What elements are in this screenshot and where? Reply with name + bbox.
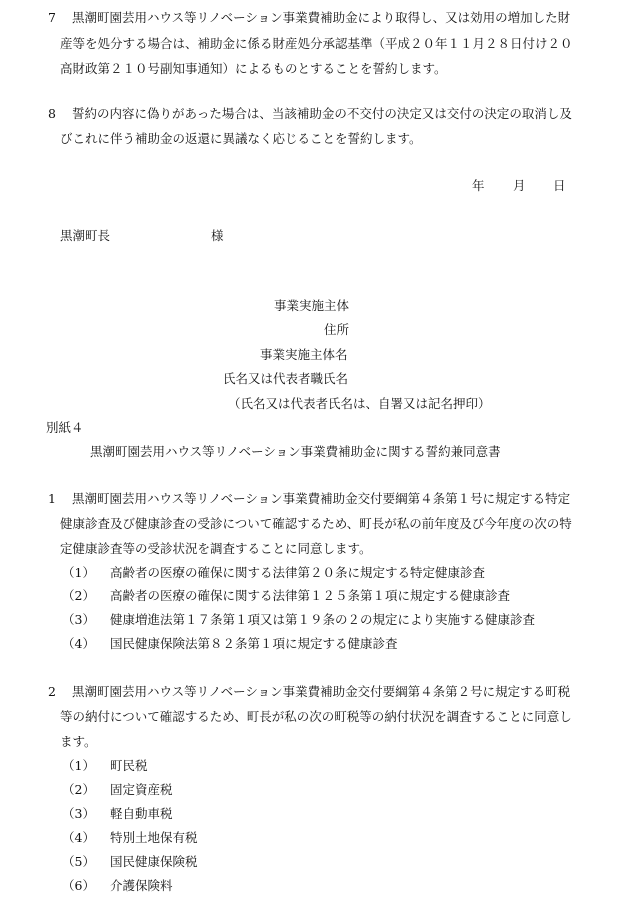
item7-number: 7 (48, 10, 56, 25)
section1-item-2-text: 高齢者の医療の確保に関する法律第１２５条第１項に規定する健康診査 (110, 588, 511, 603)
signer-address: 住所 (324, 322, 350, 337)
section1-item-1-number: （1） (62, 565, 95, 580)
item8-line-1: 誓約の内容に偽りがあった場合は、当該補助金の不交付の決定又は交付の決定の取消し及 (72, 106, 572, 121)
section1-number: 1 (48, 491, 56, 506)
section2-item-3-number: （3） (62, 806, 95, 821)
item8-line-2: びこれに伴う補助金の返還に異議なく応じることを誓約します。 (60, 131, 422, 146)
signer-entity: 事業実施主体 (274, 298, 350, 313)
date-month: 月 (513, 178, 526, 193)
item7-line-2: 産等を処分する場合は、補助金に係る財産処分承認基準（平成２０年１１月２８日付け２０ (60, 36, 573, 51)
date-day: 日 (553, 178, 566, 193)
section2-line-1: 黒潮町園芸用ハウス等リノベーション事業費補助金交付要綱第４条第２号に規定する町税 (72, 684, 571, 699)
date-year: 年 (472, 178, 485, 193)
section1-item-3-text: 健康増進法第１７条第１項又は第１９条の２の規定により実施する健康診査 (110, 612, 536, 627)
section2-number: 2 (48, 684, 56, 699)
section2-item-5-number: （5） (62, 854, 95, 869)
item7-line-1: 黒潮町園芸用ハウス等リノベーション事業費補助金により取得し、又は効用の増加した財 (72, 10, 571, 25)
signer-entity-name: 事業実施主体名 (260, 347, 348, 362)
section1-item-2-number: （2） (62, 588, 95, 603)
section1-line-1: 黒潮町園芸用ハウス等リノベーション事業費補助金交付要綱第４条第１号に規定する特定 (72, 491, 571, 506)
appendix-title: 黒潮町園芸用ハウス等リノベーション事業費補助金に関する誓約兼同意書 (90, 444, 501, 459)
section2-item-6-text: 介護保険料 (110, 878, 173, 893)
section1-item-3-number: （3） (62, 612, 95, 627)
section2-item-4-text: 特別土地保有税 (110, 830, 198, 845)
section1-item-1-text: 高齢者の医療の確保に関する法律第２０条に規定する特定健康診査 (110, 565, 486, 580)
section2-item-5-text: 国民健康保険税 (110, 854, 198, 869)
signer-rep-name: 氏名又は代表者職氏名 (223, 371, 349, 386)
section2-item-1-number: （1） (62, 758, 95, 773)
item8-number: 8 (48, 106, 56, 121)
section2-item-2-number: （2） (62, 782, 95, 797)
item7-line-3: 高財政第２１０号副知事通知）によるものとすることを誓約します。 (60, 61, 447, 76)
section2-line-3: ます。 (60, 734, 97, 749)
section1-item-4-number: （4） (62, 636, 95, 651)
section2-item-1-text: 町民税 (110, 758, 148, 773)
section2-item-4-number: （4） (62, 830, 95, 845)
section2-item-3-text: 軽自動車税 (110, 806, 173, 821)
addressee-name: 黒潮町長 (60, 228, 111, 243)
section1-line-2: 健康診査及び健康診査の受診について確認するため、町長が私の前年度及び今年度の次の特 (60, 516, 572, 531)
signer-note: （氏名又は代表者氏名は、自署又は記名押印） (228, 396, 491, 411)
addressee-honorific: 様 (211, 228, 224, 243)
appendix-label: 別紙４ (46, 420, 84, 435)
section2-item-2-text: 固定資産税 (110, 782, 173, 797)
section2-item-6-number: （6） (62, 878, 95, 893)
section1-line-3: 定健康診査等の受診状況を調査することに同意します。 (60, 541, 372, 556)
section1-item-4-text: 国民健康保険法第８２条第１項に規定する健康診査 (110, 636, 398, 651)
section2-line-2: 等の納付について確認するため、町長が私の次の町税等の納付状況を調査することに同意し (60, 709, 572, 724)
